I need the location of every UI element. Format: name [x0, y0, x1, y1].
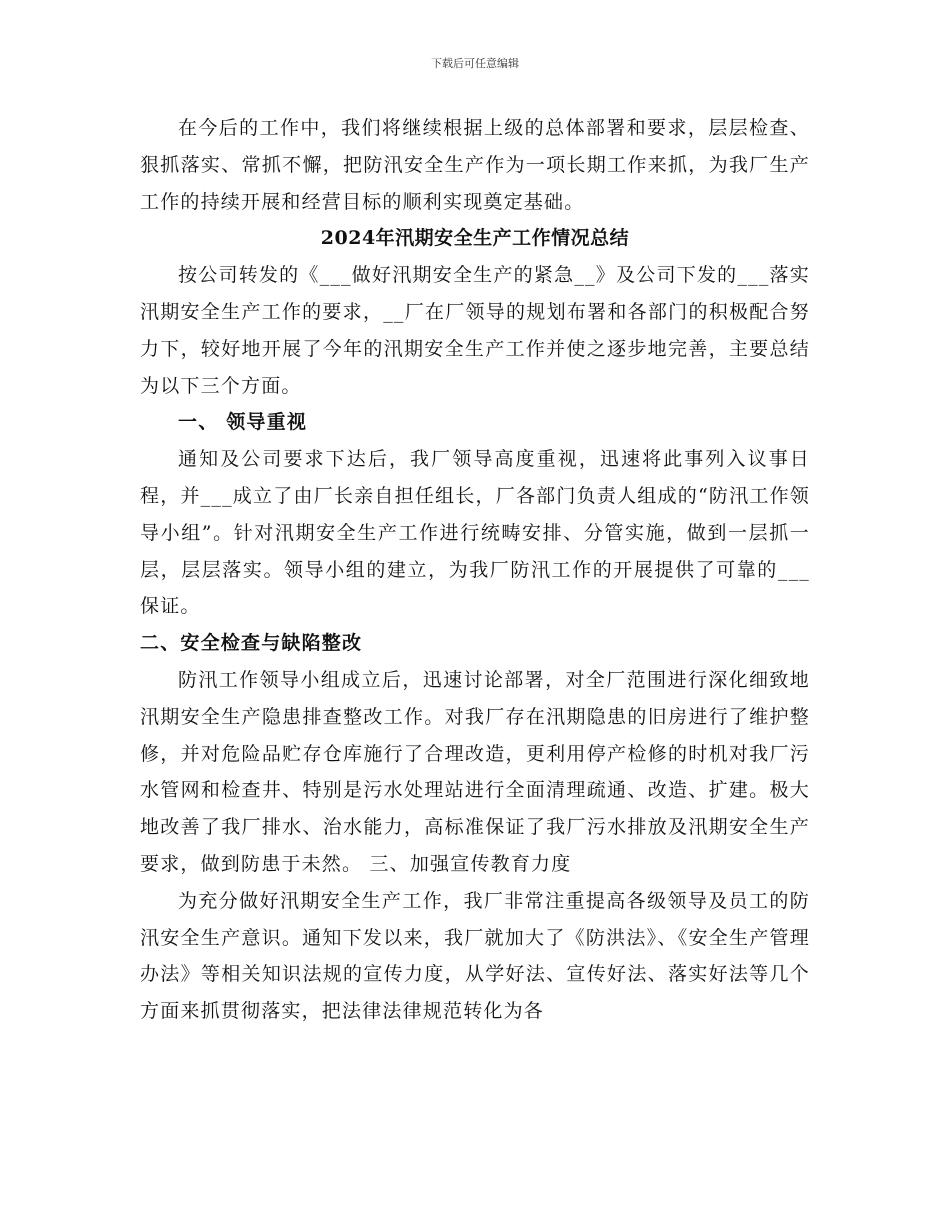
section-3-body: 为充分做好汛期安全生产工作，我厂非常注重提高各级领导及员工的防汛安全生产意识。通知下发以来，我厂就加大了《防洪法》、《安全生产管理办法》等相关知识法规的宣传力度，从学好法、宣传好法、落实好法等几个方面来抓贯彻落实，把法律法律规范转化为各 — [140, 889, 810, 1023]
section-1-heading: 一、 领导重视 — [178, 411, 308, 434]
section-2-heading: 二、安全检查与缺陷整改 — [140, 632, 363, 655]
document-title: 2024年汛期安全生产工作情况总结 — [320, 227, 630, 250]
section-1-body: 通知及公司要求下达后，我厂领导高度重视，迅速将此事列入议事日程，并___成立了由厂长亲自担任组长，厂各部门负责人组成的“防汛工作领导小组”。针对汛期安全生产工作进行统畴安排、分管实施，做到一层抓一层，层层落实。领导小组的建立，为我厂防汛工作的开展提供了可靠的___保证。 — [140, 448, 810, 618]
page-header-note: 下载后可任意编辑 — [431, 57, 519, 70]
opening-paragraph: 按公司转发的《___做好汛期安全生产的紧急__》及公司下发的___落实汛期安全生产工作的要求，__厂在厂领导的规划布署和各部门的积极配合努力下，较好地开展了今年的汛期安全生产工作并使之逐步地完善，主要总结为以下三个方面。 — [140, 264, 810, 397]
section-2-body: 防汛工作领导小组成立后，迅速讨论部署，对全厂范围进行深化细致地汛期安全生产隐患排查整改工作。对我厂存在汛期隐患的旧房进行了维护整修，并对危险品贮存仓库施行了合理改造，更利用停产检修的时机对我厂污水管网和检查井、特别是污水处理站进行全面清理疏通、改造、扩建。极大地改善了我厂排水、治水能力，高标准保证了我厂污水排放及汛期安全生产要求，做到防患于未然。 三、加强宣传教育力度 — [140, 668, 810, 875]
intro-paragraph: 在今后的工作中，我们将继续根据上级的总体部署和要求，层层检查、狠抓落实、常抓不懈，把防汛安全生产作为一项长期工作来抓，为我厂生产工作的持续开展和经营目标的顺利实现奠定基础。 — [140, 117, 810, 213]
document-body — [140, 110, 810, 1030]
